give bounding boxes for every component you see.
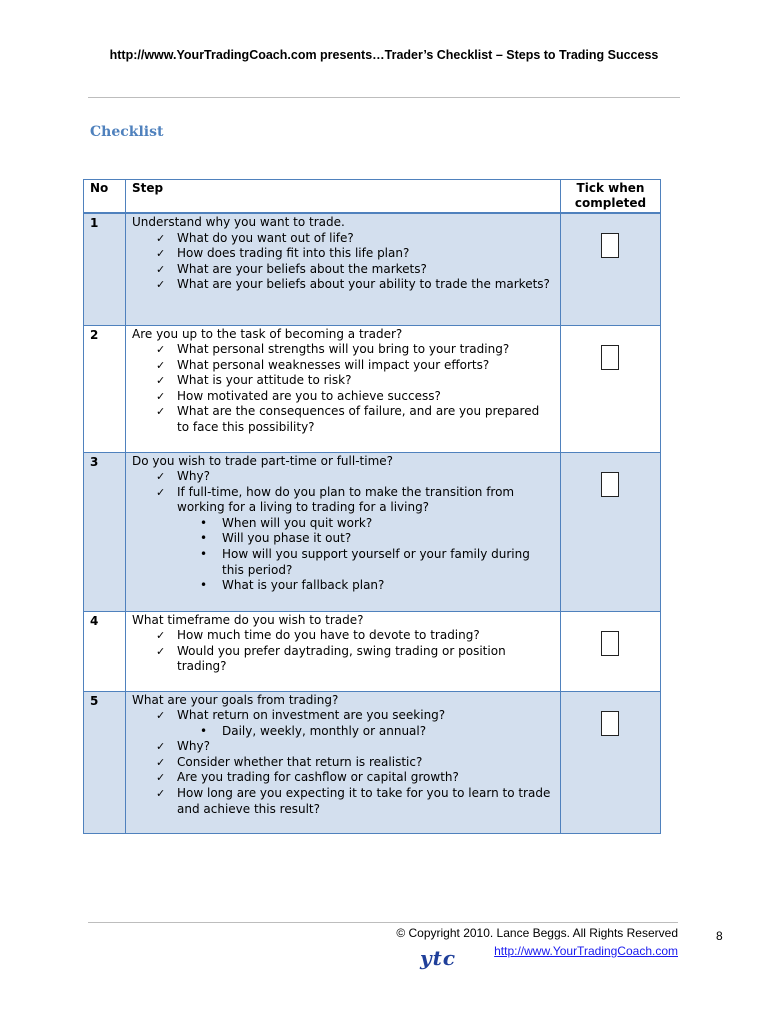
question-item: ✓ How long are you expecting it to take for you to learn to trade and achieve this result? [177,786,554,817]
footer-divider [88,922,678,923]
question-item: ✓ What do you want out of life? [177,231,554,247]
header-tick [561,180,661,214]
question-item: ✓ Why? [177,739,554,755]
sub-item: • Will you phase it out? [222,531,554,547]
step-number: 2 [84,325,126,452]
sub-item: • When will you quit work? [222,516,554,532]
sub-item: • How will you support yourself or your family during this period? [222,547,554,578]
question-list [132,708,554,817]
header-tick-line1: Tick when [576,181,645,195]
question-item: ✓ What personal weaknesses will impact your efforts? [177,358,554,374]
step-text: Are you up to the task of becoming a trader? [132,326,403,341]
tick-cell [561,452,661,611]
tick-checkbox[interactable] [601,345,619,370]
sub-item: • Daily, weekly, monthly or annual? [222,724,554,740]
ytc-logo: ytc [420,946,457,970]
question-list [132,231,554,293]
step-cell [126,691,561,833]
question-list [132,342,554,436]
question-item: ✓ Are you trading for cashflow or capital growth? [177,770,554,786]
question-item: ✓ What are your beliefs about your ability to trade the markets? [177,277,554,293]
tick-cell [561,213,661,325]
question-list [132,628,554,675]
step-number: 4 [84,611,126,691]
step-text: What are your goals from trading? [132,692,339,707]
question-text: If full-time, how do you plan to make the transition from working for a living to trading for a living? [177,484,515,515]
tick-checkbox[interactable] [601,233,619,258]
question-item: ✓ Consider whether that return is realistic? [177,755,554,771]
tick-checkbox[interactable] [601,711,619,736]
question-item: ✓ How does trading fit into this life plan? [177,246,554,262]
header-divider [88,97,680,98]
step-text: Do you wish to trade part-time or full-time? [132,453,394,468]
website-link[interactable]: http://www.YourTradingCoach.com [494,944,678,958]
step-cell [126,213,561,325]
step-number: 1 [84,213,126,325]
step-number: 5 [84,691,126,833]
step-text: Understand why you want to trade. [132,215,345,229]
tick-checkbox[interactable] [601,631,619,656]
sub-list [177,724,554,740]
question-item: ✓ What personal strengths will you bring to your trading? [177,342,554,358]
tick-cell [561,611,661,691]
question-item: ✓ How much time do you have to devote to trading? [177,628,554,644]
question-item [177,708,554,739]
tick-checkbox[interactable] [601,472,619,497]
question-item: ✓ How motivated are you to achieve success? [177,389,554,405]
question-list [132,469,554,594]
table-row [84,611,661,691]
question-item [177,485,554,594]
page-header: http://www.YourTradingCoach.com presents…Trader’s Checklist – Steps to Trading Success [109,48,659,62]
question-item: ✓ What are your beliefs about the markets? [177,262,554,278]
tick-cell [561,691,661,833]
section-title: Checklist [90,124,164,140]
tick-cell [561,325,661,452]
checklist-table [83,179,661,834]
step-cell [126,611,561,691]
sub-list [177,516,554,594]
step-text: What timeframe do you wish to trade? [132,612,364,627]
step-cell [126,325,561,452]
table-row [84,325,661,452]
header-step: Step [126,180,561,214]
sub-item: • What is your fallback plan? [222,578,554,594]
question-item: ✓ What are the consequences of failure, and are you prepared to face this possibility? [177,404,554,435]
question-text: What return on investment are you seeking? [177,708,446,723]
question-item: ✓ Would you prefer daytrading, swing trading or position trading? [177,644,554,675]
table-row [84,452,661,611]
header-no: No [84,180,126,214]
step-number: 3 [84,452,126,611]
question-item: ✓ Why? [177,469,554,485]
table-row [84,691,661,833]
header-tick-line2: completed [574,196,647,210]
question-item: ✓ What is your attitude to risk? [177,373,554,389]
table-row [84,213,661,325]
step-cell [126,452,561,611]
table-header-row [84,180,661,214]
copyright-text: © Copyright 2010. Lance Beggs. All Rights Reserved [396,926,678,940]
page-number: 8 [716,929,723,943]
